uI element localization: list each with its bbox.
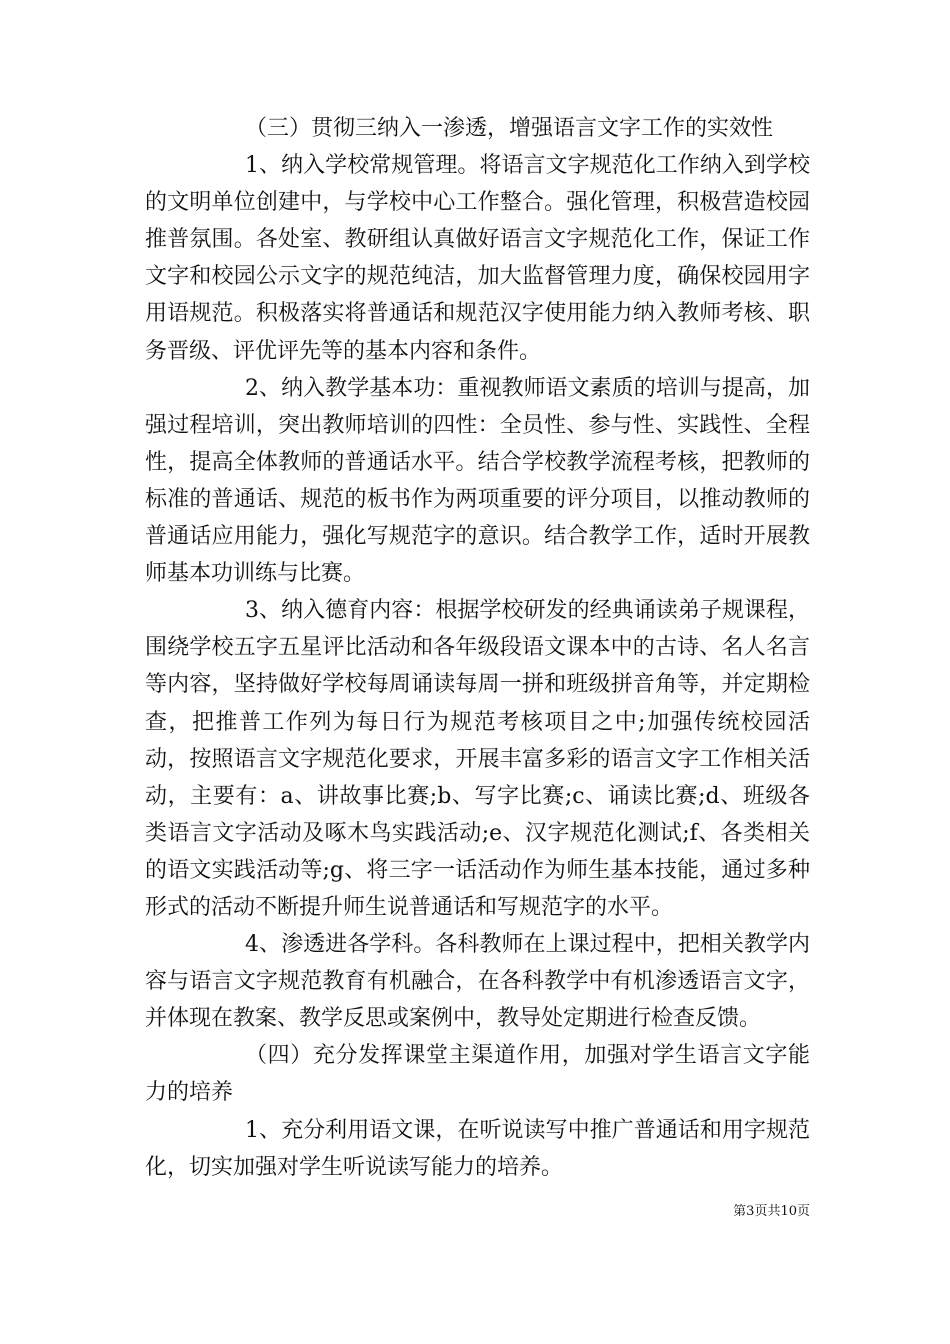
paragraph-routine-management: 1、纳入学校常规管理。将语言文字规范化工作纳入到学校的文明单位创建中，与学校中心工作整合。强化管理，积极营造校园推普氛围。各处室、教研组认真做好语言文字规范化工作，保证工作文字和校园公示文字的规范纯洁，加大监督管理力度，确保校园用字用语规范。积极落实将普通话和规范汉字使用能力纳入教师考核、职务晋级、评优评先等的基本内容和条件。 (145, 153, 810, 364)
section-heading-4: （四）充分发挥课堂主渠道作用，加强对学生语言文字能力的培养 (145, 1043, 810, 1106)
paragraph-teaching-skills: 2、纳入教学基本功：重视教师语文素质的培训与提高，加强过程培训，突出教师培训的四性：全员性、参与性、实践性、全程性，提高全体教师的普通话水平。结合学校教学流程考核，把教师的标准的普通话、规范的板书作为两项重要的评分项目，以推动教师的普通话应用能力，强化写规范字的意识。结合教学工作，适时开展教师基本功训练与比赛。 (145, 375, 810, 587)
paragraph-subject-infiltration: 4、渗透进各学科。各科教师在上课过程中，把相关教学内容与语言文字规范教育有机融合，在各科教学中有机渗透语言文字，并体现在教案、教学反思或案例中，教导处定期进行检查反馈。 (145, 932, 810, 1032)
section-heading-3: （三）贯彻三纳入一渗透，增强语言文字工作的实效性 (245, 116, 774, 141)
paragraph-moral-education: 3、纳入德育内容：根据学校研发的经典诵读弟子规课程，围绕学校五字五星评比活动和各年级段语文课本中的古诗、名人名言等内容，坚持做好学校每周诵读每周一拼和班级拼音角等，并定期检查，把推普工作列为每日行为规范考核项目之中;加强传统校园活动，按照语言文字规范化要求，开展丰富多彩的语言文字工作相关活动，主要有：a、讲故事比赛;b、写字比赛;c、诵读比赛;d、班级各类语言文字活动及啄木鸟实践活动;e、汉字规范化测试;f、各类相关的语文实践活动等;g、将三字一话活动作为师生基本技能，通过多种形式的活动不断提升师生说普通话和写规范字的水平。 (145, 598, 810, 920)
page-number: 第3页共10页 (733, 1204, 810, 1219)
document-body (145, 110, 810, 1186)
paragraph-chinese-class: 1、充分利用语文课，在听说读写中推广普通话和用字规范化，切实加强对学生听说读写能力的培养。 (145, 1117, 810, 1180)
